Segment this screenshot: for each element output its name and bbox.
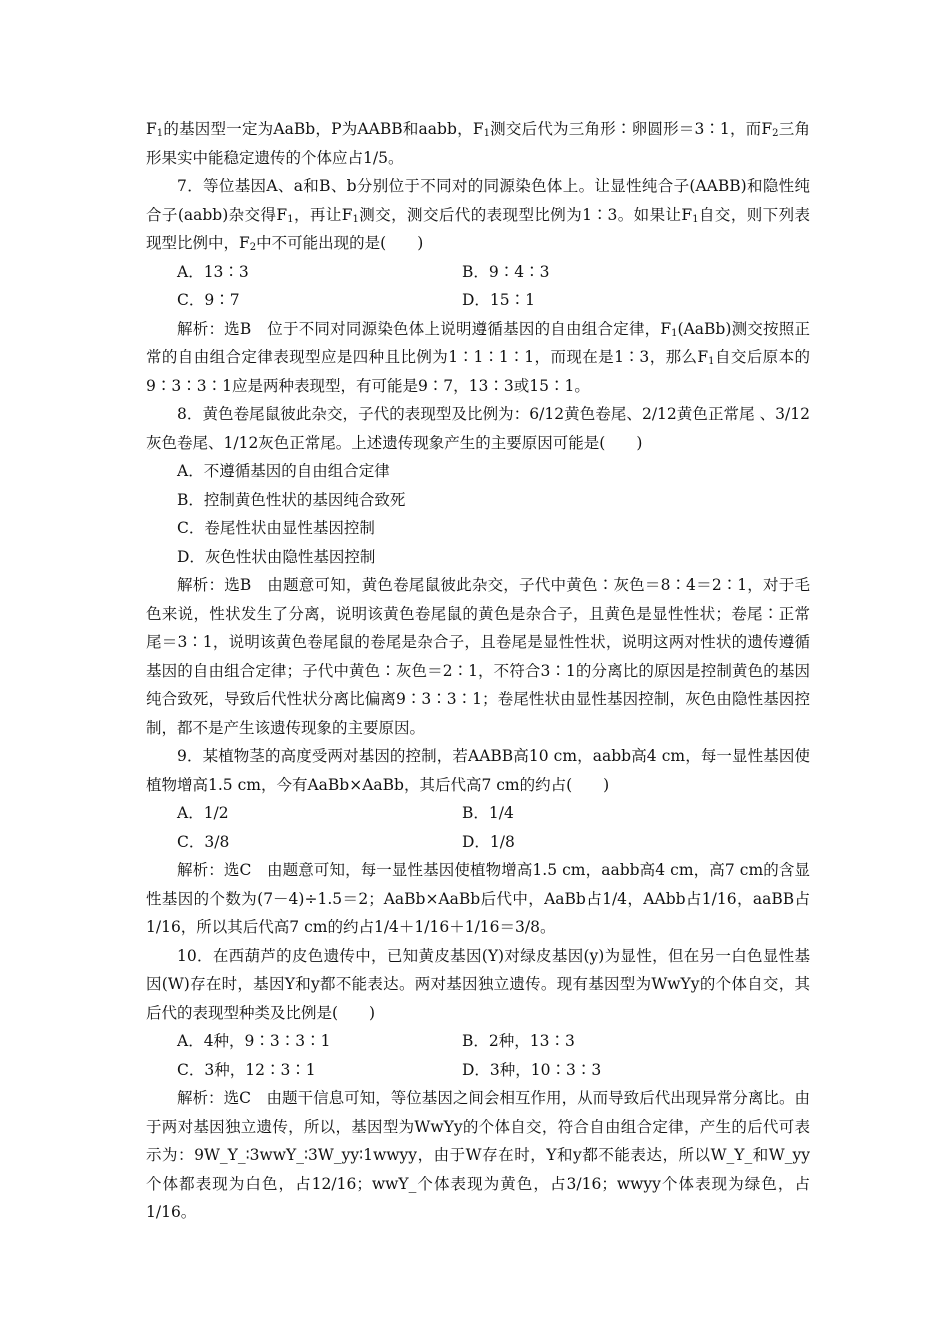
question-8-analysis: 解析：选B 由题意可知，黄色卷尾鼠彼此杂交，子代中黄色∶灰色＝8∶4＝2∶1，对于毛色来说，性状发生了分离，说明该黄色卷尾鼠的黄色是杂合子，且黄色是显性性状；卷尾∶正常尾＝3∶1，说明该黄色卷尾鼠的卷尾是杂合子，且卷尾是显性性状，说明这两对性状的遗传遵循基因的自由组合定律；子代中黄色∶灰色＝2∶1，不符合3∶1的分离比的原因是控制黄色的基因纯合致死，导致后代性状分离比偏离9∶3∶3∶1；卷尾性状由显性基因控制，灰色由隐性基因控制，都不是产生该遗传现象的主要原因。 [146, 576, 810, 737]
question-7-options-row-2 [146, 286, 810, 315]
question-10-stem: 10．在西葫芦的皮色遗传中，已知黄皮基因(Y)对绿皮基因(y)为显性，但在另一白色显性基因(W)存在时，基因Y和y都不能表达。两对基因独立遗传。现有基因型为WwYy的个体自交，其后代的表现型种类及比例是( ) [146, 946, 810, 1022]
question-9-stem: 9．某植物茎的高度受两对基因的控制，若AABB高10 cm，aabb高4 cm，每一显性基因使植物增高1.5 cm，今有AaBb×AaBb，其后代高7 cm的约占( ) [146, 747, 810, 794]
subscript: 1 [352, 213, 359, 225]
text-run: F [146, 120, 157, 138]
text-run: 三角形果实中能稳定遗传的个体应占1/5。 [146, 120, 810, 167]
option-a: A．不遵循基因的自由组合定律 [177, 462, 390, 480]
question-7-options-row-1 [146, 258, 810, 287]
text-run: 解析：选B 位于不同对同源染色体上说明遵循基因的自由组合定律，F [177, 319, 672, 338]
option-d: D．15∶1 [462, 291, 536, 309]
intro-paragraph [146, 115, 810, 172]
subscript: 1 [483, 128, 490, 139]
question-9-analysis: 解析：选C 由题意可知，每一显性基因使植物增高1.5 cm，aabb高4 cm，高7 cm的含显性基因的个数为(7－4)÷1.5＝2；AaBb×AaBb后代中，AaBb占1/4，AAbb占1/16，aaBB占1/16，所以其后代高7 cm的约占1/4＋1/16＋1/16＝3/8。 [146, 861, 810, 936]
option-d: D．3种，10∶3∶3 [462, 1060, 602, 1079]
question-10-analysis: 解析：选C 由题干信息可知，等位基因之间会相互作用，从而导致后代出现异常分离比。由于两对基因独立遗传，所以，基因型为WwYy的个体自交，符合自由组合定律，产生的后代可表示为：9W_Y_∶3wwY_∶3W_yy∶1wwyy，由于W存在时，Y和y都不能表达，所以W_Y_和W_yy个体都表现为白色，占12/16；wwY_个体表现为黄色，占3/16；wwyy个体表现为绿色，占1/16。 [146, 1089, 810, 1221]
option-c: C．9∶7 [177, 291, 240, 309]
subscript: 1 [156, 128, 164, 139]
question-9-options-row-1 [146, 799, 810, 828]
question-9-options-row-2 [146, 828, 810, 857]
subscript: 1 [692, 213, 699, 225]
option-b: B．控制黄色性状的基因纯合致死 [177, 490, 406, 509]
option-b: B．2种，13∶3 [462, 1032, 575, 1050]
page-content [146, 115, 810, 1227]
text-run: 的基因型一定为AaBb，P为AABB和aabb，F [163, 120, 484, 138]
option-c: C．3种，12∶3∶1 [177, 1060, 316, 1079]
option-b: B．9∶4∶3 [462, 262, 550, 281]
option-a: A．4种，9∶3∶3∶1 [177, 1032, 331, 1050]
subscript: 1 [671, 327, 678, 339]
text-run: 7．等位基因A、a和B、b分别位于不同对的同源染色体上。让显性纯合子(AABB)和隐性纯合子(aabb)杂交得F [146, 177, 810, 224]
option-b: B．1/4 [462, 804, 514, 822]
subscript: 1 [287, 213, 294, 225]
option-a: A．1/2 [177, 804, 229, 822]
text-run: 自交，则下列表现型比例中，F [146, 205, 810, 252]
option-c: C．3/8 [177, 832, 230, 851]
option-c: C．卷尾性状由显性基因控制 [177, 519, 375, 537]
text-run: (AaBb)测交按照正常的自由组合定律表现型应是四种且比例为1∶1∶1∶1，而现在是1∶3，那么F [146, 319, 811, 366]
option-d: D．灰色性状由隐性基因控制 [177, 547, 376, 566]
subscript: 2 [249, 242, 257, 253]
text-run: 测交后代为三角形∶卵圆形＝3∶1，而F [489, 120, 773, 138]
question-8-stem: 8．黄色卷尾鼠彼此杂交，子代的表现型及比例为：6/12黄色卷尾、2/12黄色正常尾 、3/12灰色卷尾、1/12灰色正常尾。上述遗传现象产生的主要原因可能是( ) [146, 405, 810, 452]
text-run: 测交，测交后代的表现型比例为1∶3。如果让F [358, 205, 693, 224]
text-run: 中不可能出现的是( ) [256, 234, 424, 252]
text-run: ，再让F [293, 205, 353, 224]
question-7-stem [146, 172, 810, 258]
question-7-analysis [146, 315, 810, 401]
question-10-options-row-1 [146, 1027, 810, 1056]
subscript: 1 [708, 356, 715, 367]
question-10-options-row-2 [146, 1056, 810, 1085]
option-d: D．1/8 [462, 832, 515, 851]
text-run: 自交后原本的9∶3∶3∶1应是两种表现型，有可能是9∶7，13∶3或15∶1。 [146, 348, 810, 395]
subscript: 2 [772, 128, 779, 139]
option-a: A．13∶3 [177, 262, 249, 281]
